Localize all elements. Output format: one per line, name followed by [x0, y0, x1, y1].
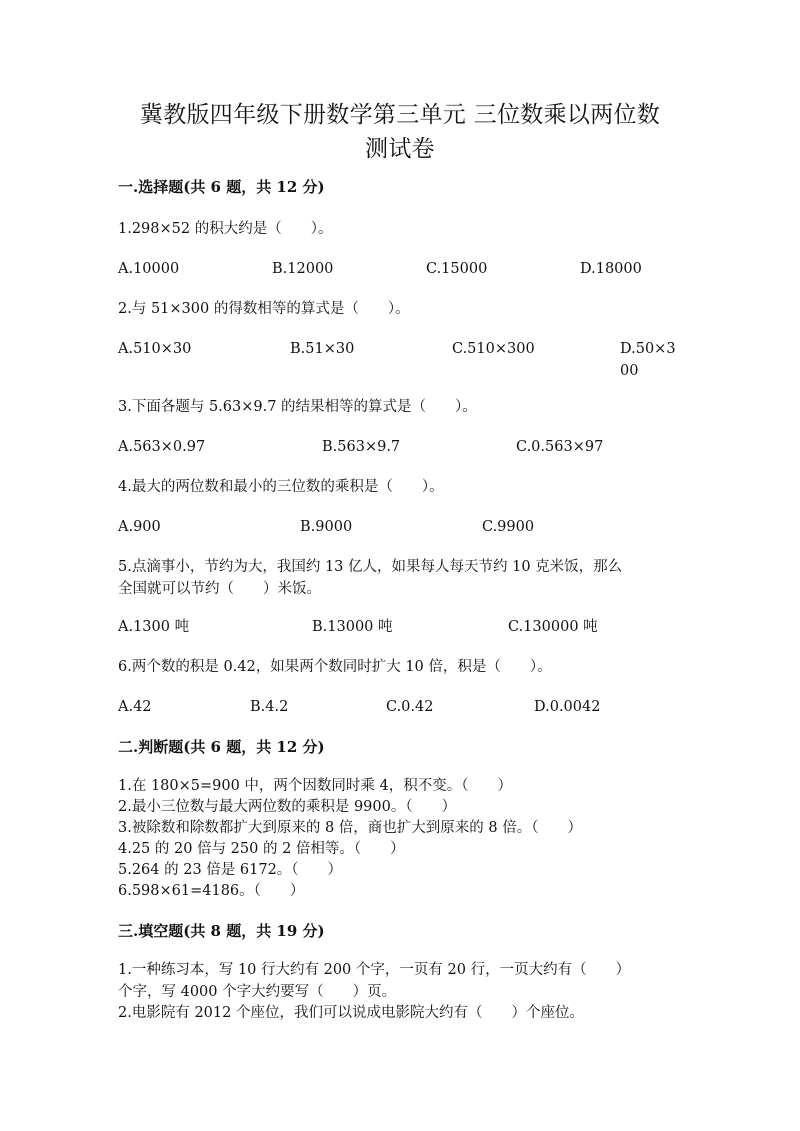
option-d: D.0.0042 [534, 699, 601, 715]
option-c: C.0.563×97 [516, 439, 604, 455]
section-heading-fill-blank: 三.填空题(共 8 题，共 19 分) [118, 922, 325, 940]
question-stem-line-2: 全国就可以节约（ ）米饭。 [118, 581, 321, 597]
option-a: A.1300 吨 [118, 619, 190, 635]
title-line-1: 冀教版四年级下册数学第三单元 三位数乘以两位数 [139, 102, 661, 128]
page-title [110, 98, 690, 166]
fill-blank-item: 2.电影院有 2012 个座位，我们可以说成电影院大约有（ ）个座位。 [118, 1005, 584, 1021]
question-stem: 2.与 51×300 的得数相等的算式是（ ）。 [118, 301, 410, 317]
option-a: A.510×30 [118, 341, 192, 357]
option-c: C.15000 [426, 261, 488, 277]
section-heading-judgement: 二.判断题(共 6 题，共 12 分) [118, 738, 325, 756]
option-b: B.51×30 [290, 341, 355, 357]
option-b: B.4.2 [250, 699, 289, 715]
option-c: C.9900 [482, 519, 535, 535]
fill-blank-item: 1.一种练习本，写 10 行大约有 200 个字，一页有 20 行，一页大约有（ ） [118, 962, 631, 978]
option-d: D.50×300 [620, 341, 676, 379]
question-stem: 1.298×52 的积大约是（ ）。 [118, 221, 333, 237]
question-stem-line-1: 5.点滴事小，节约为大，我国约 13 亿人，如果每人每天节约 10 克米饭，那么 [118, 559, 623, 575]
option-a: A.10000 [118, 261, 180, 277]
option-c: C.130000 吨 [508, 619, 598, 635]
option-d: D.18000 [580, 261, 642, 277]
judgement-item: 5.264 的 23 倍是 6172。（ ） [118, 862, 343, 878]
judgement-item: 3.被除数和除数都扩大到原来的 8 倍，商也扩大到原来的 8 倍。（ ） [118, 820, 582, 836]
option-b: B.9000 [300, 519, 353, 535]
question-stem: 4.最大的两位数和最小的三位数的乘积是（ ）。 [118, 479, 444, 495]
option-a: A.900 [118, 519, 161, 535]
option-b: B.12000 [272, 261, 334, 277]
option-c: C.510×300 [452, 341, 535, 357]
fill-blank-item-continued: 个字，写 4000 个字大约要写（ ）页。 [118, 984, 397, 1000]
judgement-item: 4.25 的 20 倍与 250 的 2 倍相等。（ ） [118, 841, 405, 857]
option-a: A.42 [118, 699, 152, 715]
title-line-2: 测试卷 [365, 136, 435, 162]
question-stem: 3.下面各题与 5.63×9.7 的结果相等的算式是（ ）。 [118, 399, 477, 415]
option-a: A.563×0.97 [118, 439, 206, 455]
option-c: C.0.42 [386, 699, 434, 715]
judgement-item: 1.在 180×5=900 中，两个因数同时乘 4，积不变。（ ） [118, 778, 513, 794]
section-heading-choice: 一.选择题(共 6 题，共 12 分) [118, 178, 325, 196]
judgement-item: 6.598×61=4186。（ ） [118, 883, 305, 899]
question-stem: 6.两个数的积是 0.42，如果两个数同时扩大 10 倍，积是（ ）。 [118, 659, 552, 675]
judgement-item: 2.最小三位数与最大两位数的乘积是 9900。（ ） [118, 799, 457, 815]
option-b: B.13000 吨 [312, 619, 393, 635]
option-b: B.563×9.7 [322, 439, 401, 455]
